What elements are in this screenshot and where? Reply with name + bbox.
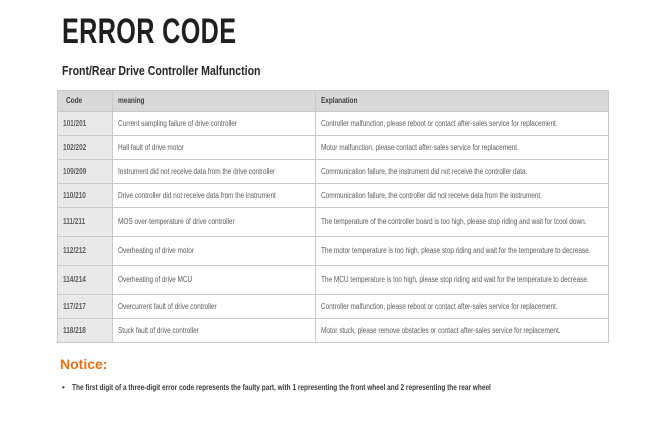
- explanation-value: The temperature of the controller board is too high, please stop riding and wait for tcool down.: [321, 217, 587, 226]
- meaning-value: Instrument did not receive data from the drive controller: [118, 166, 276, 176]
- error-code-table: [57, 90, 609, 343]
- table-row: [58, 112, 609, 136]
- section-subtitle-text: Front/Rear Drive Controller Malfunction: [62, 63, 261, 78]
- error-code-cell: [58, 237, 113, 266]
- error-code-cell: [58, 295, 113, 319]
- error-code-cell: [58, 136, 113, 160]
- explanation-value: Motor malfunction, please contact after-sales service for replacement.: [321, 142, 519, 152]
- notice-list: [62, 383, 610, 393]
- error-code-value: 109/209: [63, 166, 87, 176]
- explanation-cell: [316, 160, 609, 184]
- notice-item-text: The first digit of a three-digit error code represents the faulty part, with 1 representing the front wheel and 2 representing the rear wheel: [72, 383, 491, 392]
- meaning-cell: [113, 160, 316, 184]
- explanation-cell: [316, 184, 609, 208]
- notice-heading: Notice:: [60, 356, 108, 372]
- meaning-value: Drive controller did not receive data from the instrument: [118, 190, 276, 200]
- explanation-cell: [316, 112, 609, 136]
- error-code-value: 102/202: [63, 142, 87, 152]
- explanation-value: The MCU temperature is too high, please stop riding and wait for the temperature to decrease.: [321, 275, 589, 284]
- explanation-cell: [316, 295, 609, 319]
- error-code-value: 114/214: [63, 275, 86, 284]
- meaning-cell: [113, 295, 316, 319]
- meaning-value: MOS over-temperature of drive controller: [118, 217, 235, 226]
- column-header-explanation: Explanation: [316, 91, 609, 112]
- explanation-cell: [316, 237, 609, 266]
- section-subtitle: [62, 63, 306, 78]
- error-code-cell: [58, 184, 113, 208]
- explanation-cell: [316, 266, 609, 295]
- table-row: [58, 295, 609, 319]
- meaning-value: Stuck fault of drive controller: [118, 325, 199, 335]
- column-header-code: Code: [58, 91, 113, 112]
- notice-item: [62, 383, 610, 393]
- explanation-value: Controller malfunction, please reboot or contact after-sales service for replacement.: [321, 301, 558, 311]
- bullet-icon: •: [62, 383, 65, 392]
- meaning-value: Overheating of drive MCU: [118, 275, 193, 284]
- meaning-value: Current sampling failure of drive controller: [118, 118, 237, 128]
- error-code-cell: [58, 112, 113, 136]
- error-code-cell: [58, 208, 113, 237]
- error-code-value: 117/217: [63, 301, 86, 311]
- table-row: [58, 237, 609, 266]
- meaning-cell: [113, 184, 316, 208]
- error-code-cell: [58, 266, 113, 295]
- table-row: [58, 208, 609, 237]
- explanation-value: Controller malfunction, please reboot or contact after-sales service for replacement.: [321, 118, 558, 128]
- error-code-value: 111/211: [63, 217, 86, 226]
- error-code-value: 110/210: [63, 190, 86, 200]
- meaning-cell: [113, 136, 316, 160]
- page-title: ERROR CODE: [62, 12, 237, 51]
- meaning-cell: [113, 112, 316, 136]
- meaning-cell: [113, 319, 316, 343]
- error-code-value: 112/212: [63, 246, 86, 255]
- table-header-row: [58, 91, 609, 112]
- error-code-cell: [58, 160, 113, 184]
- explanation-value: The motor temperature is too high, please stop riding and wait for the temperature to decrease.: [321, 246, 591, 255]
- meaning-cell: [113, 266, 316, 295]
- meaning-value: Hall fault of drive motor: [118, 142, 184, 152]
- explanation-value: Motor stuck, please remove obstacles or contact after-sales service for replacement.: [321, 325, 561, 335]
- table-row: [58, 319, 609, 343]
- table-row: [58, 184, 609, 208]
- table-row: [58, 136, 609, 160]
- explanation-cell: [316, 319, 609, 343]
- meaning-value: Overheating of drive motor: [118, 246, 194, 255]
- explanation-value: Communication failure, the controller did not receive data from the instrument.: [321, 190, 542, 200]
- explanation-cell: [316, 208, 609, 237]
- meaning-cell: [113, 237, 316, 266]
- error-code-value: 118/218: [63, 325, 86, 335]
- error-code-value: 101/201: [63, 118, 87, 128]
- table-row: [58, 266, 609, 295]
- explanation-value: Communication failure, the instrument did not receive the controller data.: [321, 166, 528, 176]
- error-table-body: [58, 112, 609, 343]
- error-code-cell: [58, 319, 113, 343]
- table-row: [58, 160, 609, 184]
- meaning-value: Overcurrent fault of drive controller: [118, 301, 217, 311]
- meaning-cell: [113, 208, 316, 237]
- explanation-cell: [316, 136, 609, 160]
- column-header-meaning: meaning: [113, 91, 316, 112]
